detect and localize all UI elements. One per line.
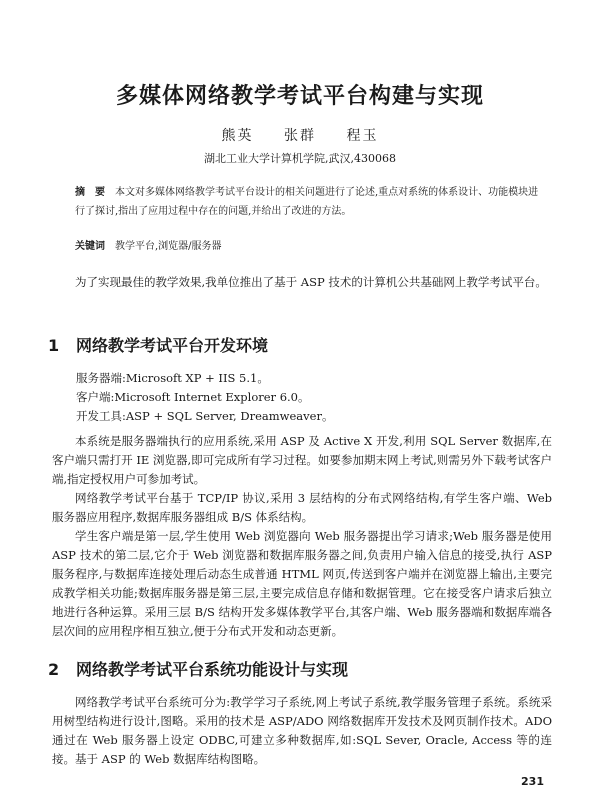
section-heading-2 (48, 657, 348, 680)
keywords (75, 239, 545, 255)
environment-list (52, 369, 552, 426)
env-line-server: 服务器端:Microsoft XP + IIS 5.1。 (76, 371, 269, 385)
env-line-tools: 开发工具:ASP + SQL Server, Dreamweaver。 (76, 409, 334, 423)
intro-paragraph: 为了实现最佳的教学效果,我单位推出了基于 ASP 技术的计算机公共基础网上教学考试平台。 (75, 275, 547, 289)
keywords-text: 教学平台,浏览器/服务器 (115, 241, 222, 252)
author-name: 程玉 (346, 128, 379, 144)
page-number: 231 (521, 775, 544, 788)
body-paragraph: 本系统是服务器端执行的应用系统,采用 ASP 及 Active X 开发,利用 SQL Server 数据库,在客户端只需打开 IE 浏览器,即可完成所有学习过程。如要参加期末网上考试,则需另外下载考试客户端,指定授权用户可参加考试。 (52, 434, 552, 486)
author-list (0, 125, 600, 145)
section-heading-1 (48, 333, 268, 356)
env-line-client: 客户端:Microsoft Internet Explorer 6.0。 (76, 390, 310, 404)
section-title: 网络教学考试平台开发环境 (76, 336, 269, 355)
section-number: 1 (48, 336, 60, 355)
section-title: 网络教学考试平台系统功能设计与实现 (76, 660, 349, 679)
body-paragraph: 网络教学考试平台基于 TCP/IP 协议,采用 3 层结构的分布式网络结构,有学生客户端、Web 服务器应用程序,数据库服务器组成 B/S 体系结构。 (52, 491, 552, 524)
abstract-label: 摘 要 (75, 187, 105, 198)
author-name: 张群 (284, 128, 316, 144)
body-paragraph: 学生客户端是第一层,学生使用 Web 浏览器向 Web 服务器提出学习请求;Web 服务器是使用 ASP 技术的第二层,它介于 Web 浏览器和数据库服务器之间,负责用户输入信息的接受,执行 ASP 服务程序,与数据库连接处理后动态生成普通 HTML 网页,传送到客户端并在浏览器上输出,主要完成教学相关功能;数据库服务器是第三层,主要完成信息存储和数据管理。它在接受客户请求后独立地进行各种运算。采用三层 B/S 结构开发多媒体教学平台,其客户端、Web 服务器端和数据库端各层次间的应用程序相互独立,便于分布式开发和动态更新。 (52, 529, 552, 638)
section-number: 2 (48, 660, 60, 679)
body-paragraph: 网络教学考试平台系统可分为:教学学习子系统,网上考试子系统,教学服务管理子系统。系统采用树型结构进行设计,图略。采用的技术是 ASP/ADO 网络数据库开发技术及网页制作技术。ADO 通过在 Web 服务器上设定 ODBC,可建立多种数据库,如:SQL Sever, Oracle, Access 等的连接。基于 ASP 的 Web 数据库结构图略。 (52, 695, 552, 766)
author-name: 熊英 (221, 128, 254, 144)
abstract-text: 本文对多媒体网络教学考试平台设计的相关问题进行了论述,重点对系统的体系设计、功能模块进行了探讨,指出了应用过程中存在的问题,并给出了改进的方法。 (75, 187, 539, 217)
paper-title: 多媒体网络教学考试平台构建与实现 (115, 84, 484, 109)
author-affiliation: 湖北工业大学计算机学院,武汉,430068 (204, 152, 396, 165)
keywords-label: 关键词 (75, 241, 105, 252)
abstract (75, 183, 545, 221)
